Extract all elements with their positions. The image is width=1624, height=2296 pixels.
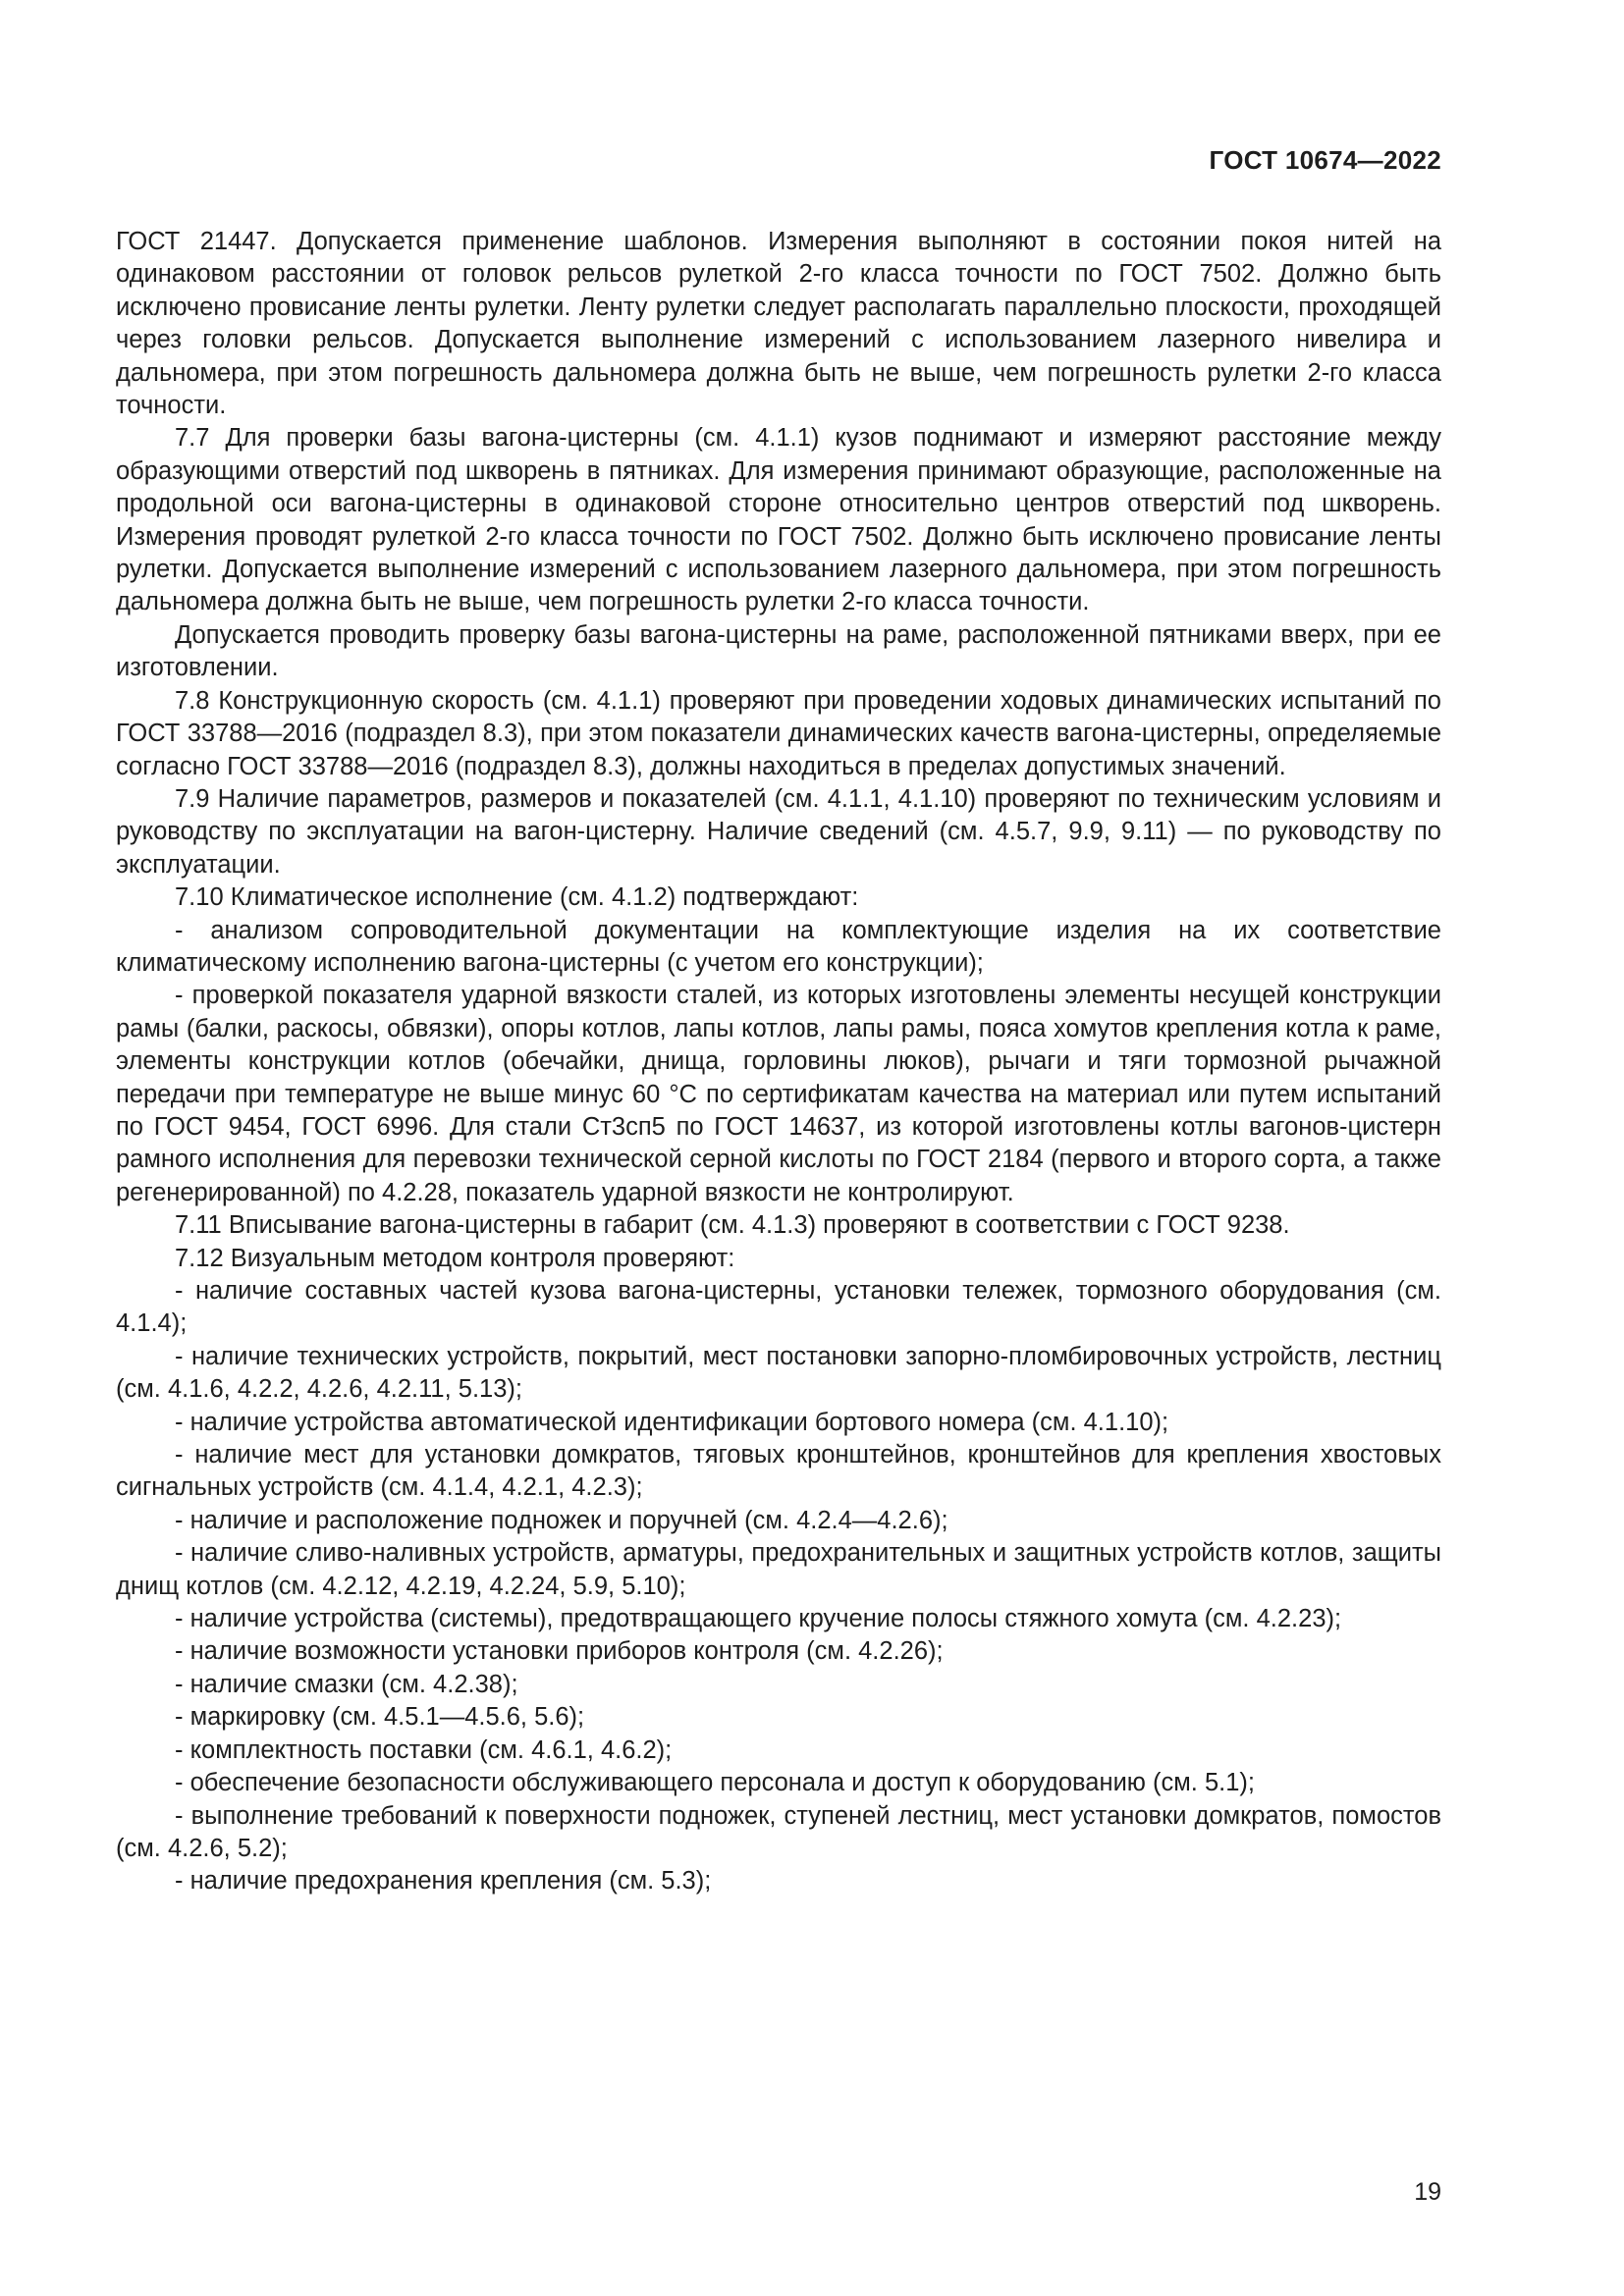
paragraph: 7.9 Наличие параметров, размеров и показателей (см. 4.1.1, 4.1.10) проверяют по техническим условиям и руководству по эксплуатации на вагон-цистерну. Наличие сведений (см. 4.5.7, 9.9, 9.11) — по руководству по эксплуатации. (116, 784, 1441, 879)
paragraph: - наличие мест для установки домкратов, тяговых кронштейнов, кронштейнов для крепления хвостовых сигнальных устройств (см. 4.1.4, 4.2.1, 4.2.3); (116, 1441, 1441, 1502)
paragraph: 7.8 Конструкционную скорость (см. 4.1.1) проверяют при проведении ходовых динамических испытаний по ГОСТ 33788—2016 (подраздел 8.3), при этом показатели динамических качеств вагона-цистерны, определяемые согласно ГОСТ 33788—2016 (подраздел 8.3), должны находиться в пределах допустимых значений. (116, 686, 1441, 780)
paragraph: - наличие смазки (см. 4.2.38); (175, 1670, 518, 1698)
paragraph: - проверкой показателя ударной вязкости сталей, из которых изготовлены элементы несущей конструкции рамы (балки, раскосы, обвязки), опоры котлов, лапы котлов, лапы рамы, пояса хомутов крепления котла к раме, элементы конструкции котлов (обечайки, днища, горловины люков), рычаги и тяги тормозной рычажной передачи при температуре не выше минус 60 °С по сертификатам качества на материал или путем испытаний по ГОСТ 9454, ГОСТ 6996. Для стали Ст3сп5 по ГОСТ 14637, из которой изготовлены котлы вагонов-цистерн рамного исполнения для перевозки технической серной кислоты по ГОСТ 2184 (первого и второго сорта, а также регенерированной) по 4.2.28, показатель ударной вязкости не контролируют. (116, 982, 1441, 1206)
paragraph: - наличие устройства автоматической идентификации бортового номера (см. 4.1.10); (175, 1408, 1169, 1436)
paragraph: - обеспечение безопасности обслуживающего персонала и доступ к оборудованию (см. 5.1); (175, 1769, 1255, 1797)
paragraph: - выполнение требований к поверхности подножек, ступеней лестниц, мест установки домкратов, помостов (см. 4.2.6, 5.2); (116, 1801, 1441, 1862)
paragraph: - наличие и расположение подножек и поручней (см. 4.2.4—4.2.6); (175, 1506, 948, 1534)
paragraph: ГОСТ 21447. Допускается применение шаблонов. Измерения выполняют в состоянии покоя нитей на одинаковом расстоянии от головок рельсов рулеткой 2-го класса точности по ГОСТ 7502. Должно быть исключено провисание ленты рулетки. Ленту рулетки следует располагать параллельно плоскости, проходящей через головки рельсов. Допускается выполнение измерений с использованием лазерного нивелира и дальномера, при этом погрешность дальномера должна быть не выше, чем погрешность рулетки 2-го класса точности. (116, 228, 1441, 420)
paragraph: 7.10 Климатическое исполнение (см. 4.1.2) подтверждают: (175, 883, 859, 912)
paragraph: - комплектность поставки (см. 4.6.1, 4.6.2); (175, 1735, 673, 1764)
paragraph: - наличие составных частей кузова вагона-цистерны, установки тележек, тормозного оборудования (см. 4.1.4); (116, 1277, 1441, 1338)
standard-header: ГОСТ 10674—2022 (1209, 145, 1441, 175)
paragraph: - наличие возможности установки приборов контроля (см. 4.2.26); (175, 1637, 944, 1666)
paragraph: - наличие предохранения крепления (см. 5.3); (175, 1867, 712, 1896)
page-number: 19 (1414, 2178, 1441, 2206)
paragraph: - наличие устройства (системы), предотвращающего кручение полосы стяжного хомута (см. 4.2.23); (175, 1605, 1342, 1633)
paragraph: - наличие технических устройств, покрытий, мест постановки запорно-пломбировочных устройств, лестниц (см. 4.1.6, 4.2.2, 4.2.6, 4.2.11, 5.13); (116, 1342, 1441, 1404)
paragraph: 7.7 Для проверки базы вагона-цистерны (см. 4.1.1) кузов поднимают и измеряют расстояние между образующими отверстий под шкворень в пятниках. Для измерения принимают образующие, расположенные на продольной оси вагона-цистерны в одинаковой стороне относительно центров отверстий под шкворень. Измерения проводят рулеткой 2-го класса точности по ГОСТ 7502. Должно быть исключено провисание ленты рулетки. Допускается выполнение измерений с использованием лазерного дальномера, при этом погрешность дальномера должна быть не выше, чем погрешность рулетки 2-го класса точности. (116, 424, 1441, 616)
paragraph: Допускается проводить проверку базы вагона-цистерны на раме, расположенной пятниками вверх, при ее изготовлении. (116, 620, 1441, 682)
document-body (116, 226, 1441, 1898)
paragraph: 7.11 Вписывание вагона-цистерны в габарит (см. 4.1.3) проверяют в соответствии с ГОСТ 9238. (175, 1211, 1290, 1240)
paragraph: - анализом сопроводительной документации на комплектующие изделия на их соответствие климатическому исполнению вагона-цистерны (с учетом его конструкции); (116, 916, 1441, 977)
paragraph: 7.12 Визуальным методом контроля проверяют: (175, 1244, 735, 1272)
paragraph: - наличие сливо-наливных устройств, арматуры, предохранительных и защитных устройств котлов, защиты днищ котлов (см. 4.2.12, 4.2.19, 4.2.24, 5.9, 5.10); (116, 1539, 1441, 1600)
paragraph: - маркировку (см. 4.5.1—4.5.6, 5.6); (175, 1703, 585, 1732)
